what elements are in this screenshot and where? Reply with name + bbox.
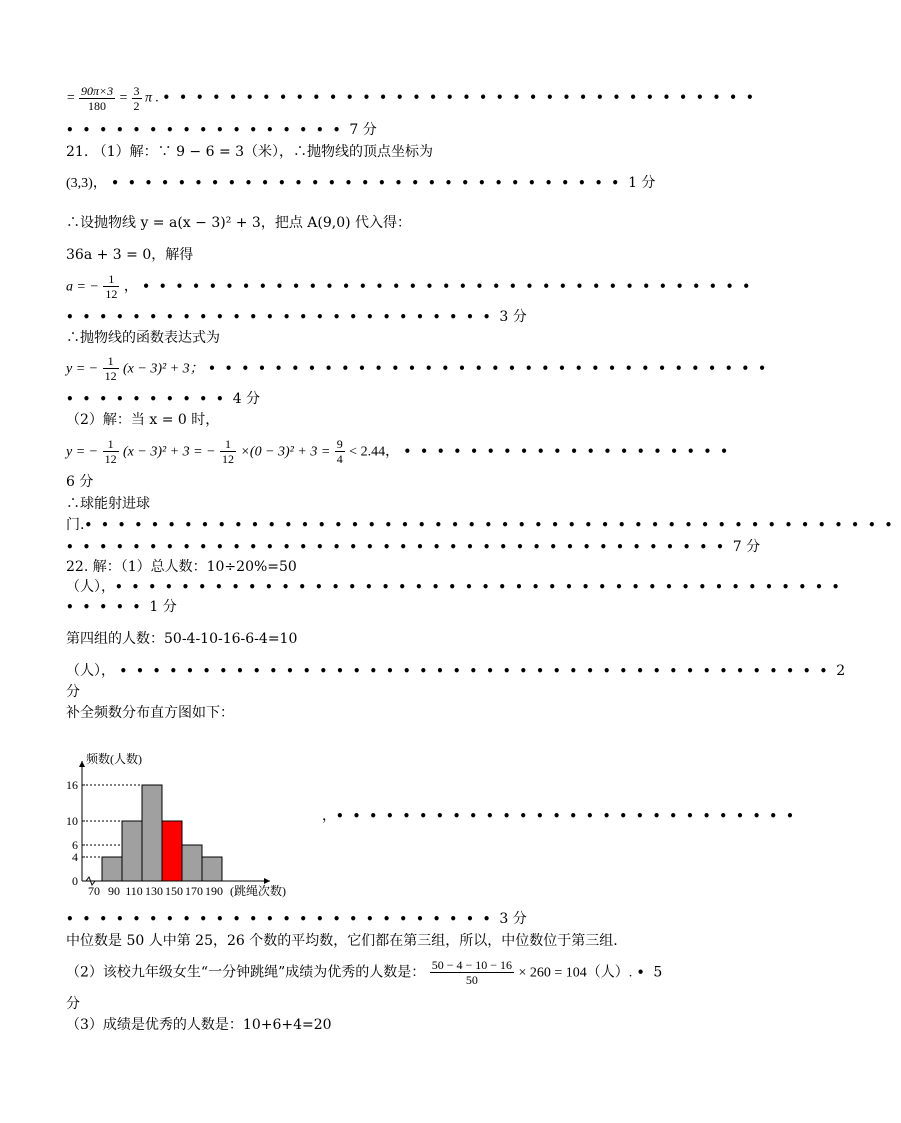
denominator: 12	[104, 369, 117, 383]
numerator: 90π×3	[80, 84, 114, 98]
arc-length-result	[66, 84, 763, 113]
histogram-bars	[102, 785, 222, 881]
numerator: 9	[336, 437, 343, 451]
q21-vertex	[66, 174, 655, 193]
score: 7 分	[732, 539, 761, 555]
denominator: 12	[105, 287, 118, 301]
text: （人），	[66, 579, 115, 595]
q21-line1: 21. （1）解：∵ 9 − 6 = 3（米），∴抛物线的顶点坐标为	[66, 144, 434, 160]
fraction	[79, 84, 115, 113]
eq-sign: =	[118, 90, 129, 106]
x-axis-label: (跳绳次数)	[230, 884, 286, 898]
pi-symbol: π .	[145, 90, 160, 106]
dot-leader: ••••••••••••••••••••••••••••••••••••••••	[66, 540, 733, 554]
punct: ，	[322, 808, 336, 824]
score: 4 分	[232, 391, 261, 407]
denominator: 180	[88, 99, 106, 113]
q22-excellent	[66, 958, 662, 987]
y-tick-label: 16	[66, 778, 78, 792]
numerator: 1	[103, 354, 119, 369]
score: 3 分	[499, 309, 527, 325]
score-line: 6 分	[66, 474, 94, 490]
dot-leader: ••••••••••••••••••••••••••	[66, 912, 500, 926]
punct: ，	[123, 278, 138, 295]
denominator: 50	[465, 973, 478, 987]
numerator: 1	[103, 272, 119, 287]
q21-part2: （2）解：当 x = 0 时，	[66, 412, 220, 428]
histogram-bar	[162, 821, 182, 881]
score-line	[66, 308, 527, 326]
q22-median: 中位数是 50 人中第 25，26 个数的平均数，它们都在第三组，所以，中位数位于第三组.	[66, 933, 618, 949]
dot-leader: ••••••••••••••••••••	[403, 444, 737, 459]
x-tick-label: 190	[205, 884, 223, 898]
histogram-bar	[102, 857, 122, 881]
q21-conclusion-end	[66, 516, 901, 534]
expr: (x − 3)² + 3；	[123, 361, 204, 377]
x-tick-label: 90	[108, 884, 120, 898]
q21-calc	[66, 437, 737, 466]
score: 5	[653, 964, 663, 981]
q21-equation: 36a + 3 = 0，解得	[66, 247, 194, 263]
dot-leader: •	[636, 965, 654, 980]
denominator: 4	[336, 452, 343, 466]
score-line	[66, 121, 377, 139]
y-tick-label: 4	[72, 850, 78, 864]
eq-sign: =	[66, 90, 76, 106]
hist-trailing	[322, 807, 803, 825]
y-tick-label: 6	[72, 838, 78, 852]
y-axis-label: 频数(人数)	[86, 752, 142, 766]
x-tick-label: 150	[165, 884, 183, 898]
x-tick-label: 110	[125, 884, 143, 898]
x-tick-label: 70	[88, 884, 100, 898]
expr: × 260 = 104（人）.	[518, 965, 633, 981]
x-tick-label: 130	[145, 884, 163, 898]
expr: y = −	[66, 444, 99, 460]
vertex-text: (3,3)，	[66, 176, 107, 191]
dot-leader: ••••••••••••••••••••••••••••••••••••	[162, 90, 763, 105]
dot-leader: ••••••••••••••••••••••••••••	[336, 809, 803, 823]
score-line	[66, 390, 260, 408]
q21-expression	[66, 354, 775, 383]
dot-leader: ••••••••••	[66, 392, 233, 406]
score-line	[66, 538, 760, 556]
score: 1 分	[628, 175, 656, 191]
fraction	[132, 84, 142, 113]
q22-part3: （3）成绩是优秀的人数是：10+6+4=20	[66, 1017, 332, 1033]
denominator: 12	[104, 452, 117, 466]
q22-hist-caption: 补全频数分布直方图如下：	[66, 705, 234, 721]
dot-leader: •••••	[66, 600, 150, 614]
fraction	[103, 272, 119, 301]
score-unit: 分	[66, 684, 80, 700]
q21-expression-label: ∴抛物线的函数表达式为	[66, 330, 220, 346]
dot-leader: •••••••••••••••••••••••••••••••••••••••••••	[119, 664, 837, 678]
score: 7 分	[349, 122, 377, 138]
expr: y = −	[66, 361, 99, 377]
dot-leader: •••••••••••••••••••••••••••••••••••••	[142, 279, 760, 294]
numerator: 3	[133, 84, 140, 98]
y-tick-label: 10	[66, 814, 78, 828]
score: 2	[836, 663, 846, 679]
expr: a = −	[66, 279, 99, 295]
x-tick-label: 170	[185, 884, 203, 898]
dot-leader: ••••••••••••••••••••••••••••••••••••••••••••	[115, 580, 849, 594]
dot-leader: •••••••••••••••••••••••••••••••••••••••••••••••••	[84, 518, 901, 532]
q21-a-value	[66, 272, 759, 301]
dot-leader: ••••••••••••••••••••••••••••••••••	[208, 361, 775, 376]
y-tick-label: 0	[72, 874, 78, 888]
y-axis-arrow	[79, 761, 85, 767]
dot-leader: •••••••••••••••••	[66, 123, 350, 137]
score: 1 分	[149, 599, 177, 615]
frequency-histogram	[60, 725, 330, 905]
fraction	[220, 437, 236, 466]
fraction	[103, 437, 119, 466]
histogram-bar	[202, 857, 222, 881]
q22-unit-line	[66, 578, 848, 596]
score-line	[66, 910, 527, 928]
histogram-bar	[182, 845, 202, 881]
text: （人），	[66, 663, 115, 679]
q21-conclusion: ∴球能射进球	[66, 496, 150, 512]
q21-setup: ∴设抛物线 y = a(x − 3)² + 3，把点 A(9,0) 代入得：	[66, 215, 412, 231]
text: 门.	[66, 517, 85, 533]
expr: < 2.44，	[349, 444, 400, 460]
histogram-bar	[142, 785, 162, 881]
score: 3 分	[499, 911, 527, 927]
q22-total: 22. 解：（1）总人数：10÷20%=50	[66, 559, 297, 575]
numerator: 1	[103, 437, 119, 452]
denominator: 2	[133, 99, 140, 113]
numerator: 50 − 4 − 10 − 16	[431, 958, 512, 972]
denominator: 12	[222, 452, 234, 466]
numerator: 1	[220, 437, 236, 452]
score-line	[66, 598, 177, 616]
expr: ×(0 − 3)² + 3 =	[240, 444, 331, 460]
q22-unit-line	[66, 662, 845, 680]
score-unit: 分	[66, 996, 80, 1012]
histogram-bar	[122, 821, 142, 881]
expr: (x − 3)² + 3 = −	[123, 444, 216, 460]
text: （2）该校九年级女生“一分钟跳绳”成绩为优秀的人数是：	[66, 964, 426, 981]
q22-group4: 第四组的人数：50-4-10-16-6-4=10	[66, 631, 298, 647]
fraction	[335, 437, 345, 466]
fraction	[103, 354, 119, 383]
dot-leader: •••••••••••••••••••••••••••••••	[111, 176, 629, 190]
dot-leader: ••••••••••••••••••••••••••	[66, 310, 500, 324]
fraction	[430, 958, 514, 987]
